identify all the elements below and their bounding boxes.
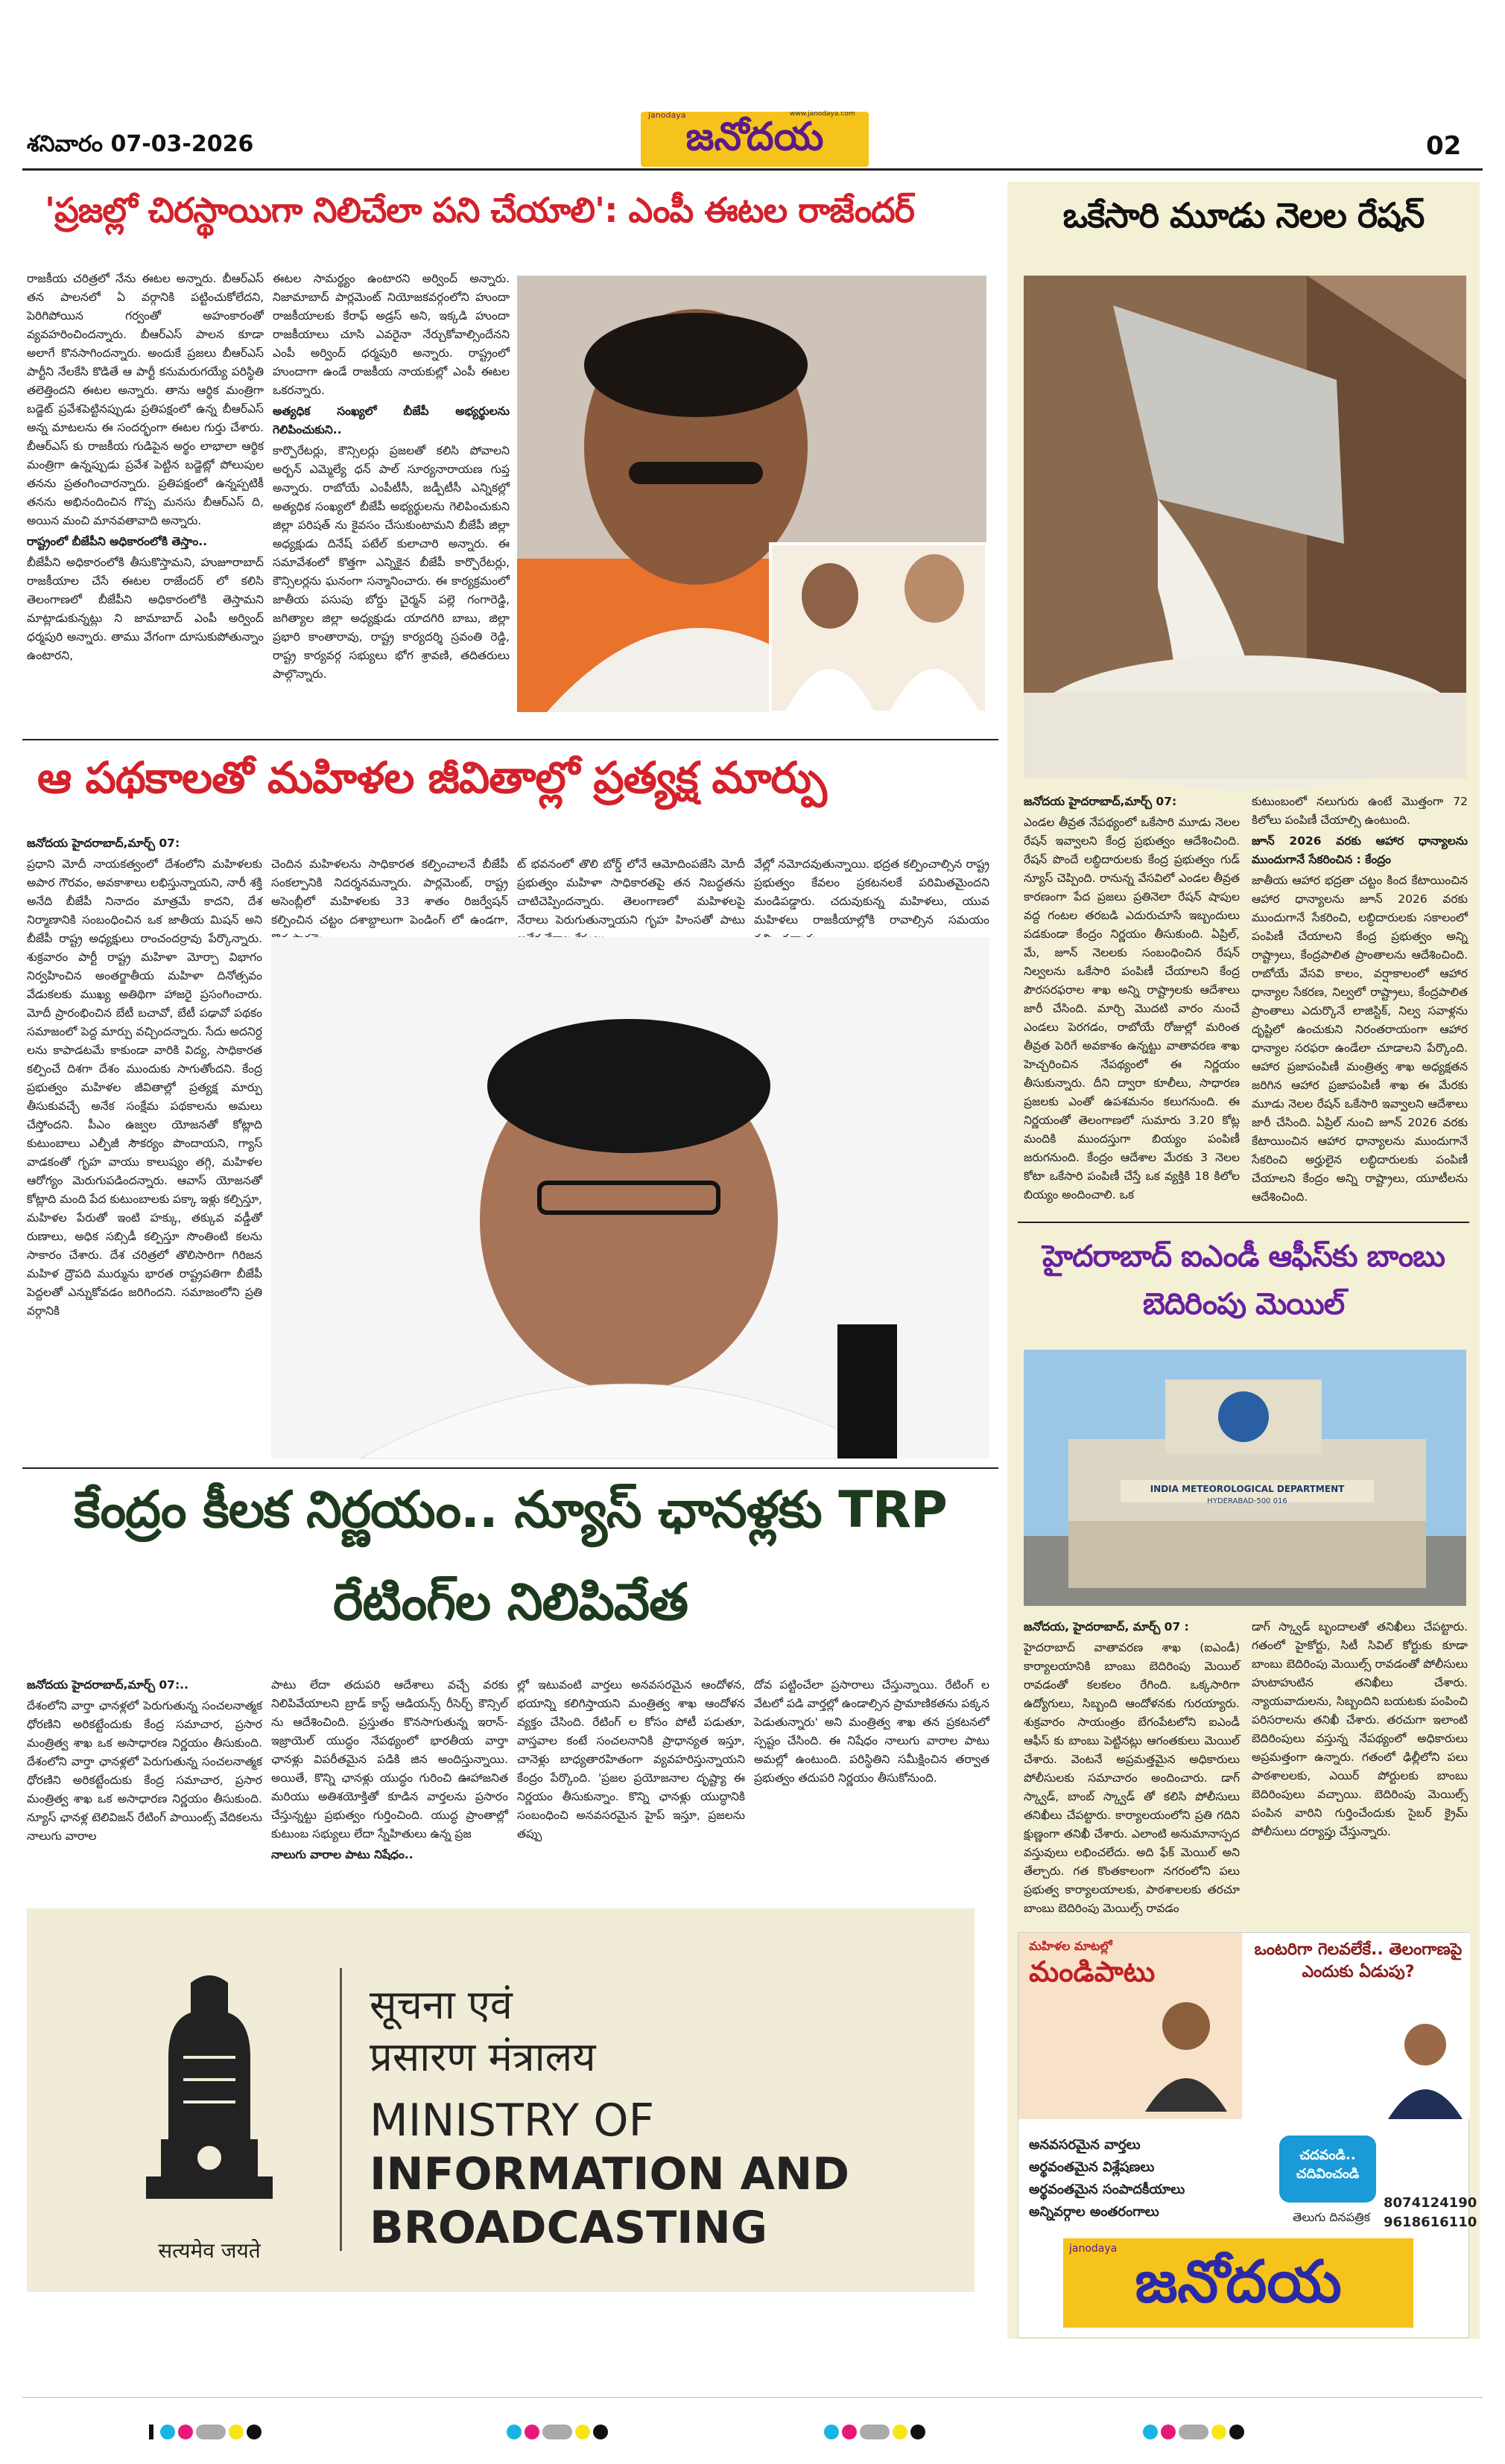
- imd-sign-city: HYDERABAD-500 016: [1207, 1497, 1287, 1505]
- masthead-website: www.janodaya.com: [790, 110, 855, 118]
- promo-right-panel: [1246, 1933, 1470, 2119]
- article3-col4: [754, 1676, 989, 1899]
- article2-col3: [517, 855, 745, 930]
- article3-headline-line1: కేంద్రం కీలక నిర్ణయం.. న్యూస్ ఛానళ్లకు TRP: [74, 1481, 947, 1540]
- promo-list-item-1: అనవసరమైన వార్తలు: [1029, 2137, 1141, 2153]
- article3-col4-text: దోవ పట్టించేలా ప్రసారాలు చేస్తున్నాయి. రేటింగ్ ల వేటలో పడి వార్తల్లో ఉండాల్సిన ప్రామాణికతను పక్కన పెడుతున్నారు' అని మంత్రిత్వ శాఖ తన ప్రకటనలో స్పష్టం చేసింది. ఈ నిషేధం నాలుగు వారాల పాటు అమల్లో ఉంటుంది. పరిస్థితిని సమీక్షించిన తర్వాత ప్రభుత్వం తదుపరి నిర్ణయం తీసుకోనుంది.: [754, 1678, 989, 1785]
- ministry-hindi-line1: सूचना एवं: [370, 1981, 513, 2028]
- article3-headline-line2: రేటింగ్‌ల నిలిపివేత: [332, 1573, 688, 1632]
- portrait-illustration: [517, 276, 986, 712]
- sidebar-article2-dateline: జనోదయ, హైదరాబాద్, మార్చ్ 07 :: [1024, 1620, 1189, 1633]
- promo-big-logo: [1063, 2238, 1413, 2328]
- promo-big-logo-small: janodaya: [1069, 2243, 1118, 2255]
- promo-left-panel: [1018, 1933, 1242, 2119]
- article2-col4: [754, 855, 989, 930]
- sidebar-article2-headline-line2: బెదిరింపు మెయిల్: [1142, 1287, 1345, 1321]
- rice-scoop-illustration: [1024, 276, 1466, 778]
- sidebar-article1-subhead: జూన్ 2026 వరకు ఆహార ధాన్యాలను ముందుగానే సేకరించిన : కేంద్రం: [1252, 834, 1468, 866]
- national-motto: सत्यमेव जयते: [158, 2238, 261, 2263]
- reg-mark-3: [824, 2424, 928, 2439]
- etela-rajender-photo: [517, 276, 986, 712]
- registration-marks: [0, 2424, 1505, 2446]
- sidebar-article2-col2-text: డాగ్ స్క్వాడ్ బృందాలతో తనిఖీలు చేపట్టారు. గతంలో హైకోర్టు, సిటీ సివిల్ కోర్టుకు కూడా బాంబు బెదిరింపు మెయిల్స్ రావడంతో పోలీసులు హుటాహుటిన తనిఖీలు చేశారు. న్యాయవాదులను, సిబ్బందిని బయటకు పంపించి పరిసరాలను తనిఖీ చేశారు. తరచుగా ఇలాంటి బెదిరింపులు వస్తున్న నేపథ్యంలో అధికారులు అప్రమత్తంగా ఉన్నారు. గతంలో ఢిల్లీలోని పలు పాఠశాలలకు, ఎయిర్ పోర్టులకు బాంబు బెదిరింపులు వచ్చాయి. బెదిరింపు మెయిల్స్ పంపిన వారిని గుర్తించేందుకు సైబర్ క్రైమ్ పోలీసులు దర్యాప్తు చేస్తున్నారు.: [1252, 1620, 1468, 1838]
- masthead-logo: [641, 112, 869, 167]
- masthead-logo-small: janodaya: [648, 110, 686, 120]
- article1-col1-text-b: బీజేపీని అధికారంలోకి తీసుకొస్తామని, హుజూరాబాద్ రాజకీయాల చేసే ఈటల రాజేందర్ లో కలిసి తెలంగాణలో బీజేపీని అధికారంలోకి తెస్తామని మాట్లాడుకున్నట్లు ని జామాబాద్ ఎంపీ అర్వింద్ ధర్మపురి అన్నారు. తాము వేగంగా దూసుకుపోతున్నాం ఉంటారని,: [27, 556, 264, 662]
- sidebar-article1-col2-text-b: జాతీయ ఆహార భద్రతా చట్టం కింద కేటాయించిన ఆహార ధాన్యాలను జూన్ 2026 వరకు ముందుగానే సేకరించి, లబ్ధిదారులకు సకాలంలో పంపిణీ చేయాలని కేంద్ర ప్రభుత్వం అన్ని రాష్ట్రాలు, కేంద్రపాలిత ప్రాంతాలను ఆదేశించింది. రాబోయే వేసవి కాలం, వర్షాకాలంలో ఆహార ధాన్యాల సేకరణ, నిల్వలో రాష్ట్రాలు, కేంద్రపాలిత ప్రాంతాలు ఎదుర్కొనే లాజిస్టిక్, నిల్వ సవాళ్లను దృష్టిలో ఉంచుకుని నిరంతరాయంగా ఆహార ధాన్యాల సరఫరా ఉండేలా చూడాలని పేర్కొంది. ఆహార ప్రజాపంపిణీ మంత్రిత్వ శాఖ అధ్యక్షతన జరిగిన ఆహార ప్రజాపంపిణీ శాఖ ఈ మేరకు మూడు నెలల రేషన్ ఒకేసారి ఇవ్వాలని ఆదేశాలు జారీ చేసింది. ఏప్రిల్ నుంచి జూన్ 2026 వరకు కేటాయించిన ఆహార ధాన్యాలను ముందుగానే సేకరించి అర్హులైన లబ్ధిదారులకు పంపిణీ చేయాలని కేంద్రం అన్ని రాష్ట్రాలు, యూటీలను ఆదేశించింది.: [1252, 874, 1468, 1204]
- building-illustration: [1024, 1350, 1466, 1606]
- ramchander-rao-photo: [271, 937, 989, 1458]
- promo-left-kicker: మహిళల మాటల్లో: [1029, 1939, 1112, 1953]
- sidebar-article1-headline: ఒకేసారి మూడు నెలల రేషన్: [1062, 195, 1425, 235]
- masthead-logo-text: జనోదయ: [685, 115, 824, 159]
- promo-tagline: తెలుగు దినపత్రిక: [1292, 2210, 1371, 2224]
- article1-divider: [22, 739, 998, 740]
- ministry-english-line1: MINISTRY OF: [370, 2095, 655, 2147]
- day-date: శనివారం 07-03-2026: [27, 131, 254, 157]
- promo-left-title: మండిపాటు: [1029, 1955, 1156, 1988]
- promo-ad: [1018, 1932, 1477, 2338]
- sidebar-article2-col2: [1252, 1618, 1468, 1983]
- promo-read-line2: చదివించండి: [1296, 2166, 1360, 2182]
- sidebar-article1-dateline: జనోదయ హైదరాబాద్,మార్చ్ 07:: [1024, 795, 1177, 808]
- sidebar-divider: [1018, 1222, 1469, 1223]
- article2-col1-text: ప్రధాని మోదీ నాయకత్వంలో దేశంలోని మహిళలకు అపార గౌరవం, అవకాశాలు లభిస్తున్నాయని, నారీ శక్తి అనేది బీజేపీ నినాదం మాత్రమే కాదని, దేశ నిర్మాణానికి సంబంధించిన ఒక జాతీయ మిషన్ అని బీజేపీ రాష్ట్ర అధ్యక్షులు రాంచందర్రావు పేర్కొన్నారు. శుక్రవారం పార్టీ రాష్ట్ర మహిళా మోర్చా విభాగం నిర్వహించిన అంతర్జాతీయ మహిళా దినోత్సవం వేడుకలకు ముఖ్య అతిథిగా హాజరై ప్రసంగించారు. మోదీ ప్రారంభించిన బేటీ బచావో, బేటీ పఢావో పథకం సమాజంలో పెద్ద మార్పు వచ్చిందన్నారు. సేదు అదనిర్ద లను కాపాడటమే కాకుండా వారికి విద్య, సాధికారత కల్పించే దిశగా దేశం ముందుకు సాగుతోందని. కేంద్ర ప్రభుత్వం మహిళల జీవితాల్లో ప్రత్యక్ష మార్పు తీసుకువచ్చే అనేక సంక్షేమ పథకాలను అమలు చేస్తోందని. పీఎం ఉజ్వల యోజనతో కోట్లాది కుటుంబాలు ఎల్పీజీ సౌకర్యం పొందాయని, గ్యాస్ వాడకంతో గృహ వాయు కాలుష్యం తగ్గి, మహిళల ఆరోగ్యం మెరుగుపడిందన్నారు. ఆవాస్ యోజనతో కోట్లాది మంది పేద కుటుంబాలకు పక్కా ఇళ్లు కల్పిస్తూ, మహిళల పేరుతో ఇంటి హక్కు, తక్కువ వడ్డీతో రుణాలు, అధిక సబ్సిడీ కల్పిస్తూ సొంతింటి కలను సాకారం చేశారు. దేశ చరిత్రలో తొలిసారిగా గిరిజన మహిళ ద్రౌపది ముర్మును భారత రాష్ట్రపతిగా బీజేపీ పెద్దలతో ఎన్నుకోవడం జరిగిందని. సమాజంలోని ప్రతి వర్గానికి: [27, 857, 262, 1318]
- article1-col2-text-b: కార్పొరేటర్లు, కౌన్సిలర్లు ప్రజలతో కలిసి పోవాలని అర్బన్ ఎమ్మెల్యే ధన్ పాల్ సూర్యనారాయణ గుప్త అన్నారు. రాబోయే ఎంపీటీసీ, జడ్పీటీసీ ఎన్నికల్లో అత్యధిక సంఖ్యలో బీజేపీ అభ్యర్థులను గెలిపించుకుని జిల్లా పరిషత్ ను కైవసం చేసుకుంటామని బీజేపీ జిల్లా అధ్యక్షుడు దినేష్ పటేల్ కులాచారి అన్నారు. ఈ సమావేశంలో కొత్తగా ఎన్నికైన బీజేపీ కార్పొరేటర్లు, కౌన్సిలర్లను ఘనంగా సన్మానించారు. ఈ కార్యక్రమంలో జాతీయ పసుపు బోర్డు చైర్మన్ పల్లె గంగారెడ్డి, జగిత్యాల జిల్లా అధ్యక్షుడు యాదగిరి బాబు, జిల్లా ప్రభారి కాంతారావు, రాష్ట్ర కార్యదర్శి స్రవంతి రెడ్డి, రాష్ట్ర కార్యవర్గ సభ్యులు భోగ శ్రావణి, తదితరులు పాల్గొన్నారు.: [273, 444, 510, 681]
- sidebar-article2-col1: [1024, 1618, 1240, 1983]
- ministry-ad: [27, 1908, 975, 2292]
- sidebar-article2-col1-text: హైదరాబాద్ వాతావరణ శాఖ (ఐఎండీ) కార్యాలయానికి బాంబు బెదిరింపు మెయిల్ రావడంతో కలకలం రేగింది. ఒక్కసారిగా ఉద్యోగులు, సిబ్బంది ఆందోళనకు గురయ్యారు. శుక్రవారం సాయంత్రం బేగంపేటలోని ఐఎండీ ఆఫీస్ కు బాంబు పెట్టినట్లు ఆగంతకులు మెయిల్ చేశారు. వెంటనే అప్రమత్తమైన అధికారులు పోలీసులకు సమాచారం అందించారు. డాగ్ స్క్వాడ్, బాంబ్ స్క్వాడ్ తో కలిసి పోలీసులు తనిఖీలు చేపట్టారు. కార్యాలయంలోని ప్రతి గదిని క్షుణ్ణంగా తనిఖీ చేశారు. ఎలాంటి అనుమానాస్పద వస్తువులు లభించలేదు. అది ఫేక్ మెయిల్ అని తేల్చారు. గత కొంతకాలంగా నగరంలోని పలు ప్రభుత్వ కార్యాలయాలకు, పాఠశాలలకు తరచూ బాంబు బెదిరింపు మెయిల్స్ రావడం: [1024, 1641, 1240, 1915]
- promo-list-item-2: అర్థవంతమైన విశ్లేషణలు: [1029, 2159, 1155, 2175]
- article1-headline: 'ప్రజల్లో చిరస్థాయిగా నిలిచేలా పని చేయాలి': ఎంపీ ఈటల రాజేందర్: [45, 190, 914, 230]
- promo-read-line1: చదవండి..: [1299, 2147, 1356, 2163]
- article3-col1-text: దేశంలోని వార్తా ఛానళ్లలో పెరుగుతున్న సంచలనాత్మక ధోరణిని అరికట్టేందుకు కేంద్ర సమాచార, ప్రసార మంత్రిత్వ శాఖ ఒక అసాధారణ నిర్ణయం తీసుకుంది. దేశంలోని వార్తా ఛానళ్లలో పెరుగుతున్న సంచలనాత్మక ధోరణిని అరికట్టేందుకు కేంద్ర సమాచార, ప్రసార మంత్రిత్వ శాఖ ఒక అసాధారణ నిర్ణయం తీసుకుంది. న్యూస్ ఛానళ్ల టెలివిజన్ రేటింగ్ పాయింట్స్ వేదికలను నాలుగు వారాల: [27, 1699, 262, 1843]
- article3-col2-text: పాటు లేదా తదుపరి ఆదేశాలు వచ్చే వరకు నిలిపివేయాలని బ్రాడ్ కాస్ట్ ఆడియన్స్ రీసెర్చ్ కౌన్సిల్ ను ఆదేశించింది. ప్రస్తుతం కొనసాగుతున్న ఇరాన్-ఇజ్రాయెల్ యుద్ధం నేపథ్యంలో భారతీయ వార్తా ఛానళ్లు విపరీతమైన పడికి జిన అందిస్తున్నాయి. అయితే, కొన్ని ఛానళ్లు యుద్ధం గురించి ఊహాజనిత మరియు అతిశయోక్తితో కూడిన వార్తలను ప్రసారం చేస్తున్నట్టు ప్రభుత్వం గుర్తించింది. యుద్ధ ప్రాంతాల్లో కుటుంబ సభ్యులు లేదా స్నేహితులు ఉన్న ప్రజ: [271, 1678, 508, 1841]
- imd-building-photo: [1024, 1350, 1466, 1606]
- article3-col2: [271, 1676, 508, 1899]
- article2-headline: ఆ పథకాలతో మహిళల జీవితాల్లో ప్రత్యక్ష మార్పు: [37, 752, 826, 803]
- article1-col1: [27, 270, 264, 731]
- masthead-rule: [22, 168, 1483, 171]
- rice-photo: [1024, 276, 1466, 778]
- sidebar: [1007, 182, 1480, 2339]
- promo-list: [1029, 2134, 1275, 2223]
- footer-rule: [22, 2397, 1483, 2398]
- promo-list-item-3: అర్థవంతమైన సంపాదకీయాలు: [1029, 2182, 1185, 2197]
- article2-col2: [271, 855, 508, 930]
- reg-mark-2: [507, 2424, 611, 2439]
- article1-col2: [273, 270, 510, 731]
- ministry-hindi-line2: प्रसारण मंत्रालय: [370, 2033, 596, 2080]
- article3-dateline: జనోదయ హైదరాబాద్,మార్చ్ 07:..: [27, 1678, 188, 1692]
- promo-big-logo-text: జనోదయ: [1135, 2249, 1342, 2316]
- ministry-english-line3: BROADCASTING: [370, 2202, 767, 2254]
- promo-list-item-4: అన్నివర్గాల అంతరంగాలు: [1029, 2204, 1159, 2220]
- article3-col2-subhead: నాలుగు వారాల పాటు నిషేధం..: [271, 1848, 414, 1861]
- imd-sign-text: INDIA METEOROLOGICAL DEPARTMENT: [1150, 1484, 1345, 1494]
- sidebar-article1-col1-text: ఎండల తీవ్రత నేపథ్యంలో ఒకేసారి మూడు నెలల రేషన్ ఇవ్వాలని కేంద్ర ప్రభుత్వం ఆదేశించింది. రేషన్ పొందే లబ్ధిదారులకు కేంద్ర ప్రభుత్వం గుడ్ న్యూస్ చెప్పింది. రానున్న వేసవిలో ఎండల తీవ్రత కారణంగా పేద ప్రజలు ప్రతినెలా రేషన్ షాపుల వద్ద గంటల తరబడి ఎదురుచూసే ఇబ్బందులు పడకుండా కేంద్రం నిర్ణయం తీసుకుంది. ఏప్రిల్, మే, జూన్ నెలలకు సంబంధించిన రేషన్ నిల్వలను ఒకేసారి పంపిణీ చేయాలని కేంద్ర పౌరసరఫరాల శాఖ అన్ని రాష్ట్రాలకు ఆదేశాలు జారీ చేసింది. మార్చి మొదటి వారం నుంచే ఎండలు పెరగడం, రాబోయే రోజుల్లో మరింత తీవ్రత పెరిగే అవకాశం ఉన్నట్టు వాతావరణ శాఖ హెచ్చరించిన నేపథ్యంలో ఈ నిర్ణయం తీసుకున్నారు. దీని ద్వారా కూలీలు, సాధారణ ప్రజలకు ఎంతో ఉపశమనం కలుగనుంది. ఈ నిర్ణయంతో తెలంగాణలో సుమారు 3.20 కోట్ల మందికి ముందస్తుగా బియ్యం పంపిణీ జరుగనుంది. కేంద్రం ఆదేశాల మేరకు 3 నెలల కోటా ఒకేసారి పంపిణీ చేస్తే ఒక వ్యక్తికి 18 కిలోల బియ్యం అందించాలి. ఒక: [1024, 816, 1240, 1201]
- promo-phone-1: 8074124190: [1384, 2195, 1477, 2211]
- article2-divider: [22, 1467, 998, 1469]
- ministry-english-line2: INFORMATION AND: [370, 2148, 850, 2200]
- article1-col1-subhead: రాష్ట్రంలో బీజేపీని అధికారంలోకి తెస్తాం..: [27, 535, 208, 548]
- article1-col2-text: ఈటల సామర్థ్యం ఉంటారని అర్వింద్ అన్నారు. నిజామాబాద్ పార్లమెంట్ నియోజకవర్గంలోని హుందా రాజకీయాలకు కేరాఫ్ అడ్రస్ అని, ఇక్కడి హుందా రాజకీయాలు చూసి ఎవరైనా నేర్చుకోవాల్సిందేనని ఎంపీ అర్వింద్ ధర్మపురి అన్నారు. రాష్ట్రంలో హుందాగా ఉండే రాజకీయ నాయకుల్లో ఎంపీ ఈటల ఒకరన్నారు.: [273, 272, 510, 397]
- masthead: [0, 0, 1505, 179]
- article1-col1-text: రాజకీయ చరిత్రలో నేను ఈటల అన్నారు. బీఆర్ఎస్ తన పాలనలో ఏ వర్గానికి పట్టించుకోలేదని, పెరిగిపోయిన గర్వంతో అహంకారంతో వ్యవహరించిందన్నారు. బీఆర్ఎస్ పాలన కూడా అలాగే కొనసాగిందన్నారు. అందుకే ప్రజలు బీఆర్ఎస్ పార్టీని నేలకేసి కొడితే ఆ పార్టీ కనుమరుగయ్యే పరిస్థితి తలెత్తిందని ఈటల అన్నారు. తాను ఆర్థిక మంత్రిగా బడ్జెట్ ప్రవేశపెట్టినప్పుడు ప్రతిపక్షంలో ఉన్న బీఆర్ఎస్ అన్న మాటలను ఈ సందర్భంగా ఈటల గుర్తు చేశారు. బీఆర్ఎస్ కు రాజకీయ గుడిపైన అర్థం లాభాలా ఆర్థిక మంత్రిగా ఉన్నప్పుడు ప్రవేశ పెట్టిన బడ్జెట్లో పోలుపుల తనను ప్రతంగించారన్నారు. ప్రతిపక్షంలో ఉన్నప్పటికీ తనను అభినందించిన గొప్ప మనసు బీఆర్ఎస్ ది, అయిన మంచి మానవతావాది అన్నారు.: [27, 272, 264, 527]
- sidebar-article1-col2-text: కుటుంబంలో నలుగురు ఉంటే మొత్తంగా 72 కిలోలు పంపిణీ చేయాల్సి ఉంటుంది.: [1252, 795, 1468, 827]
- promo-right-question: ఒంటరిగా గెలవలేకే.. తెలంగాణపై ఎందుకు ఏడుపు?: [1254, 1940, 1463, 1981]
- portrait-icon: [1145, 1993, 1227, 2112]
- article3-col3: [517, 1676, 745, 1899]
- article2-col4-text: వేల్లో నమోదవుతున్నాయి. భద్రత కల్పించాల్సిన రాష్ట్ర ప్రభుత్వం కేవలం ప్రకటనలకే పరిమితమైందని మండిపడ్డారు. చదువుకున్న మహిళలు, యువ మహిళలు రాజకీయాల్లోకి రావాల్సిన సమయం: [754, 857, 989, 927]
- promo-phone-2: 9618616110: [1384, 2214, 1477, 2230]
- reg-mark-4: [1143, 2424, 1247, 2439]
- article2-col3-text: ట్ భవనంలో తొలి బోర్డ్ లోనే ఆమోదింపజేసి మోదీ ప్రభుత్వం మహిళా సాధికారతపై తన నిబద్ధతను చాటిచెప్పిందన్నారు. తెలంగాణలో మహిళలపై నేరాలు పెరుగుతున్నాయని గృహ హింసతో పాటు: [517, 857, 745, 927]
- ministry-vertical-divider: [340, 1968, 342, 2251]
- speaker-illustration: [271, 937, 989, 1458]
- article3-col3-text: ల్లో ఇటువంటి వార్తలు అనవసరమైన ఆందోళన, భయాన్ని కలిగిస్తాయని మంత్రిత్వ శాఖ ఆందోళన వ్యక్తం చేసింది. రేటింగ్ ల కోసం పోటీ పడుతూ, వాస్తవాల కంటే సంచలనానికి ప్రాధాన్యత ఇస్తూ, చానెళ్లు బాధ్యతారహితంగా వ్యవహరిస్తున్నాయని కేంద్రం పేర్కొంది. 'ప్రజల ప్రయోజనాల దృష్ట్యా ఈ నిర్ణయం తీసుకున్నాం. కొన్ని ఛానళ్లు యుద్ధానికి సంబంధించి అనవసరమైన హైప్ ఇస్తూ, ప్రజలను తప్పు: [517, 1678, 745, 1841]
- reg-mark-1: [149, 2424, 264, 2439]
- article2-dateline: జనోదయ హైదరాబాద్,మార్చ్ 07:: [27, 836, 180, 850]
- article1-col2-subhead: అత్యధిక సంఖ్యలో బీజేపీ అభ్యర్థులను గెలిపించుకుని..: [273, 404, 510, 436]
- article2-col1: [27, 834, 262, 1460]
- leader-portrait-icon: [1388, 2015, 1463, 2119]
- promo-read-badge: [1279, 2136, 1376, 2203]
- national-emblem-icon: [139, 1968, 280, 2214]
- sidebar-article2-headline-line1: హైదరాబాద్ ఐఎండీ ఆఫీస్‌కు బాంబు: [1042, 1239, 1445, 1274]
- article3-col1: [27, 1676, 262, 1899]
- page-number: 02: [1426, 131, 1462, 161]
- article2-col2-text: చెందిన మహిళలను సాధికారత కల్పించాలనే బీజేపీ సంకల్పానికి నిదర్శనమన్నారు. పార్లమెంట్, రాష్ట్ర అసెంబ్లీలో మహిళలకు 33 శాతం రిజర్వేషన్ కల్పించిన చట్టం దశాబ్దాలుగా పెండింగ్ లో ఉండగా,: [271, 857, 508, 927]
